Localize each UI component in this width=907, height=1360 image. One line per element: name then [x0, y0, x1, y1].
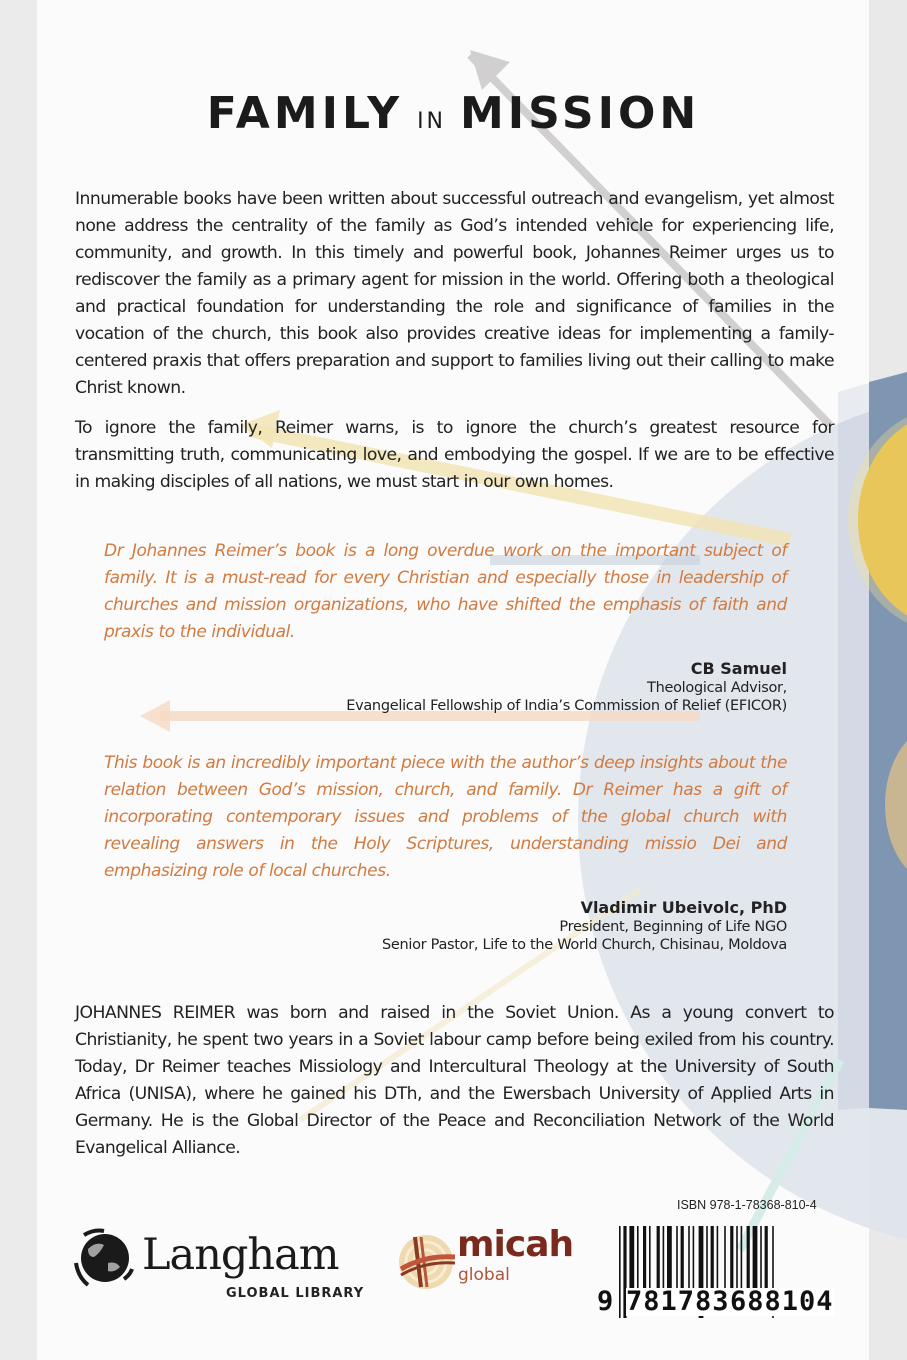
- barcode-bar: [693, 1226, 695, 1290]
- endorser-role: Theological Advisor,: [647, 680, 787, 696]
- barcode-bar: [649, 1226, 651, 1290]
- barcode-bar: [663, 1226, 665, 1290]
- isbn-label: ISBN 978-1-78368-810-4: [677, 1198, 817, 1212]
- barcode-bar: [688, 1226, 690, 1290]
- micah-emblem-icon: [397, 1233, 455, 1291]
- endorsement-attribution-2: [382, 898, 787, 954]
- barcode-bar: [765, 1226, 768, 1290]
- micah-name: micah: [457, 1224, 574, 1265]
- barcode-bar: [667, 1226, 672, 1290]
- barcode-bar: [681, 1226, 684, 1290]
- barcode-bar: [706, 1226, 708, 1290]
- barcode-bar: [629, 1226, 634, 1290]
- barcode-bar: [760, 1226, 762, 1290]
- endorsement-attribution-1: [346, 659, 787, 715]
- endorser-name: CB Samuel: [690, 659, 787, 678]
- langham-name: Langham: [142, 1230, 339, 1280]
- barcode-digits-right: 688104: [730, 1286, 834, 1317]
- barcode-bar: [753, 1226, 758, 1290]
- title-family: FAMILY: [206, 88, 404, 139]
- barcode-bar: [711, 1226, 714, 1290]
- barcode-bar: [619, 1226, 621, 1318]
- endorser-organization: Evangelical Fellowship of India’s Commission of Relief (EFICOR): [346, 698, 787, 714]
- endorser-role: President, Beginning of Life NGO: [559, 919, 787, 935]
- endorsement-quote-2: This book is an incredibly important piece with the author’s deep insights about the relation between God’s mission, church, and family. Dr Reimer has a gift of incorporating contemporary issues and problems of the global church with revealing answers in the Holy Scriptures, understanding missio Dei and emphasizing role of local churches.: [104, 753, 787, 881]
- barcode-bar: [717, 1226, 719, 1290]
- author-bio: JOHANNES REIMER was born and raised in the Soviet Union. As a young convert to Christianity, he spent two years in a Soviet labour camp before being exiled from his country. Today, Dr Reimer teaches Missiology and Intercultural Theology at the University of South Africa (UNISA), where he gained his DTh, and the Ewersbach University of Applied Arts in Germany. He is the Global Director of the Peace and Reconciliation Network of the World Evangelical Alliance.: [75, 1003, 834, 1158]
- barcode-bar: [676, 1226, 678, 1290]
- description-paragraph-2: To ignore the family, Reimer warns, is to ignore the church’s greatest resource for transmitting truth, communicating love, and embodying the gospel. If we are to be effective in making disciples of all nations, we must start in our own homes.: [75, 418, 834, 492]
- endorsement-quote-1: Dr Johannes Reimer’s book is a long overdue work on the important subject of family. It is a must-read for every Christian and especially those in leadership of churches and mission organizations, who have shifted the emphasis of faith and praxis to the individual.: [104, 541, 787, 642]
- description-paragraph: Innumerable books have been written about successful outreach and evangelism, yet almost none address the centrality of the family as God’s intended vehicle for experiencing life, community, and growth. In this timely and powerful book, Johannes Reimer urges us to rediscover the family as a primary agent for mission in the world. Offering both a theological and practical foundation for understanding the role and significance of families in the vocation of the church, this book also provides creative ideas for implementing a family-centered praxis that offers preparation and support to families living out their calling to make Christ known.: [75, 189, 834, 398]
- endorser-name: Vladimir Ubeivolc, PhD: [580, 898, 787, 917]
- title-in: IN: [417, 109, 447, 134]
- barcode-digits-left: 781783: [626, 1286, 730, 1317]
- barcode-bar: [730, 1226, 733, 1290]
- barcode-bar: [637, 1226, 639, 1290]
- title-mission: MISSION: [460, 88, 701, 139]
- endorser-role-2: Senior Pastor, Life to the World Church, Chisinau, Moldova: [381, 937, 787, 953]
- barcode-bar: [736, 1226, 738, 1290]
- globe-icon: [74, 1227, 136, 1289]
- barcode-bar: [657, 1226, 660, 1290]
- barcode-bar: [741, 1226, 743, 1290]
- barcode-bar: [747, 1226, 750, 1290]
- barcode-digit-first: 9: [597, 1286, 614, 1317]
- micah-subtitle: global: [458, 1265, 510, 1285]
- langham-subtitle: GLOBAL LIBRARY: [226, 1286, 365, 1301]
- barcode-bar: [643, 1226, 646, 1290]
- barcode-bar: [724, 1226, 726, 1290]
- book-title: [0, 88, 907, 139]
